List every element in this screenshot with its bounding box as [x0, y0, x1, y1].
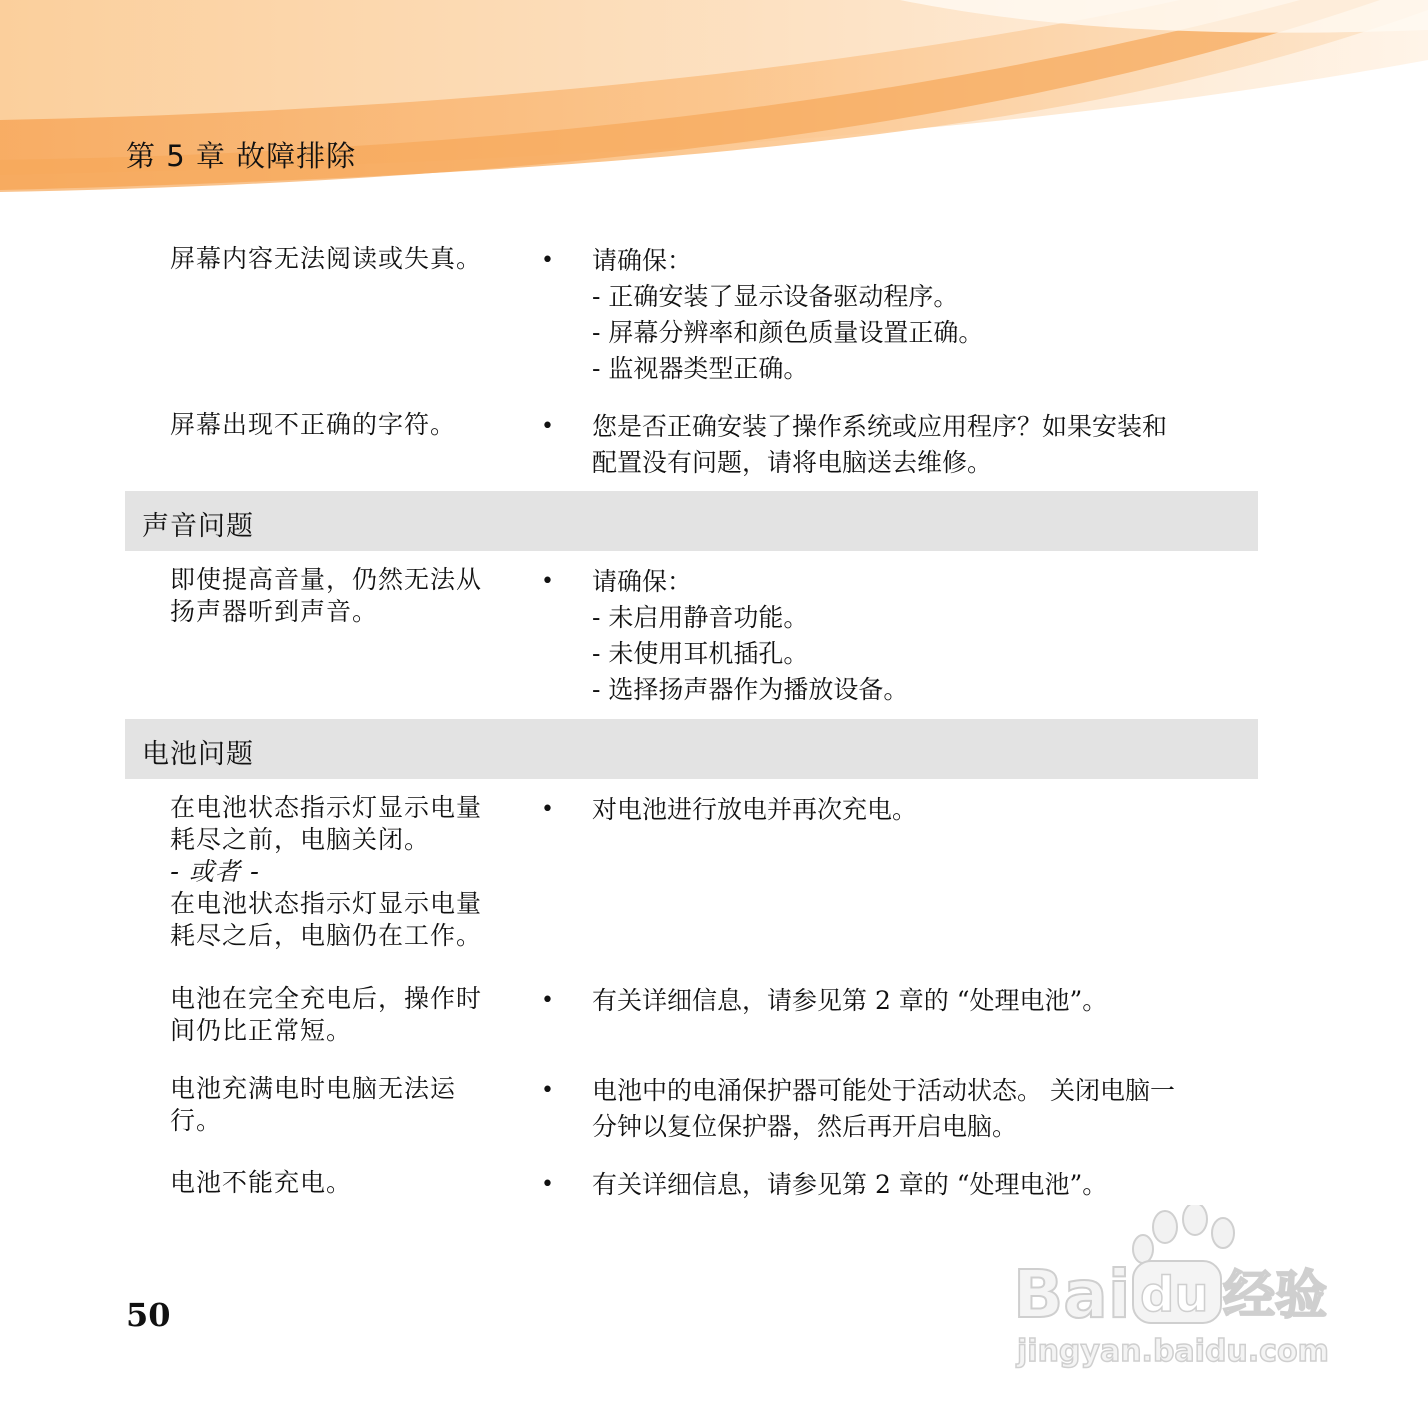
solution-text: 对电池进行放电并再次充电。: [592, 795, 918, 824]
problem-text: 电池充满电时电脑无法运 行。: [170, 1074, 457, 1135]
baidu-watermark-logo: [1005, 1205, 1350, 1375]
solution-item: - 监视器类型正确。: [592, 354, 809, 383]
solution-text: 电池中的电涌保护器可能处于活动状态。 关闭电脑一 分钟以复位保护器，然后再开启电脑。: [592, 1076, 1175, 1141]
bullet: •: [541, 1172, 554, 1197]
solution-item: - 屏幕分辨率和颜色质量设置正确。: [592, 318, 984, 347]
solution-item: - 选择扬声器作为播放设备。: [592, 675, 909, 704]
bullet: •: [541, 414, 554, 439]
problem-text: 电池在完全充电后，操作时 间仍比正常短。: [170, 984, 483, 1045]
solution-item: - 未启用静音功能。: [592, 603, 809, 632]
solution-text: 有关详细信息，请参见第 2 章的 “处理电池”。: [592, 986, 1108, 1015]
problem-text: 即使提高音量，仍然无法从 扬声器听到声音。: [170, 565, 483, 626]
bullet: •: [541, 988, 554, 1013]
solution-text: 有关详细信息，请参见第 2 章的 “处理电池”。: [592, 1170, 1108, 1199]
solution-text: 您是否正确安装了操作系统或应用程序？如果安装和 配置没有问题，请将电脑送去维修。: [592, 412, 1168, 477]
solution-item: - 正确安装了显示设备驱动程序。: [592, 282, 959, 311]
svg-text:jingyan.baidu.com: jingyan.baidu.com: [1017, 1334, 1329, 1369]
bullet: •: [541, 797, 554, 822]
page-number: 50: [126, 1296, 171, 1334]
svg-text:经验: 经验: [1223, 1266, 1328, 1326]
problem-text: 电池不能充电。: [170, 1168, 353, 1197]
svg-text:du: du: [1140, 1267, 1209, 1323]
chapter-title: 第 5 章 故障排除: [126, 139, 357, 173]
problem-text: 在电池状态指示灯显示电量 耗尽之前，电脑关闭。 - 或者 - 在电池状态指示灯显示电量 耗尽之后，电脑仍在工作。: [170, 792, 530, 952]
section-title: 电池问题: [142, 739, 254, 770]
solution-item: - 未使用耳机插孔。: [592, 639, 809, 668]
section-header-battery: [125, 719, 1258, 779]
bullet: •: [541, 248, 554, 273]
problem-text: 屏幕出现不正确的字符。: [170, 410, 457, 439]
svg-text:Bai: Bai: [1013, 1256, 1131, 1333]
solution-text: 请确保： - 未启用静音功能。 - 未使用耳机插孔。 - 选择扬声器作为播放设备。: [592, 564, 1252, 708]
section-header-sound: [125, 491, 1258, 551]
section-title: 声音问题: [142, 511, 254, 542]
bullet: •: [541, 1078, 554, 1103]
or-separator: - 或者 -: [170, 857, 260, 886]
solution-text: 请确保： - 正确安装了显示设备驱动程序。 - 屏幕分辨率和颜色质量设置正确。 - 监视器类型正确。: [592, 243, 1252, 387]
problem-text: 屏幕内容无法阅读或失真。: [170, 244, 483, 273]
bullet: •: [541, 569, 554, 594]
